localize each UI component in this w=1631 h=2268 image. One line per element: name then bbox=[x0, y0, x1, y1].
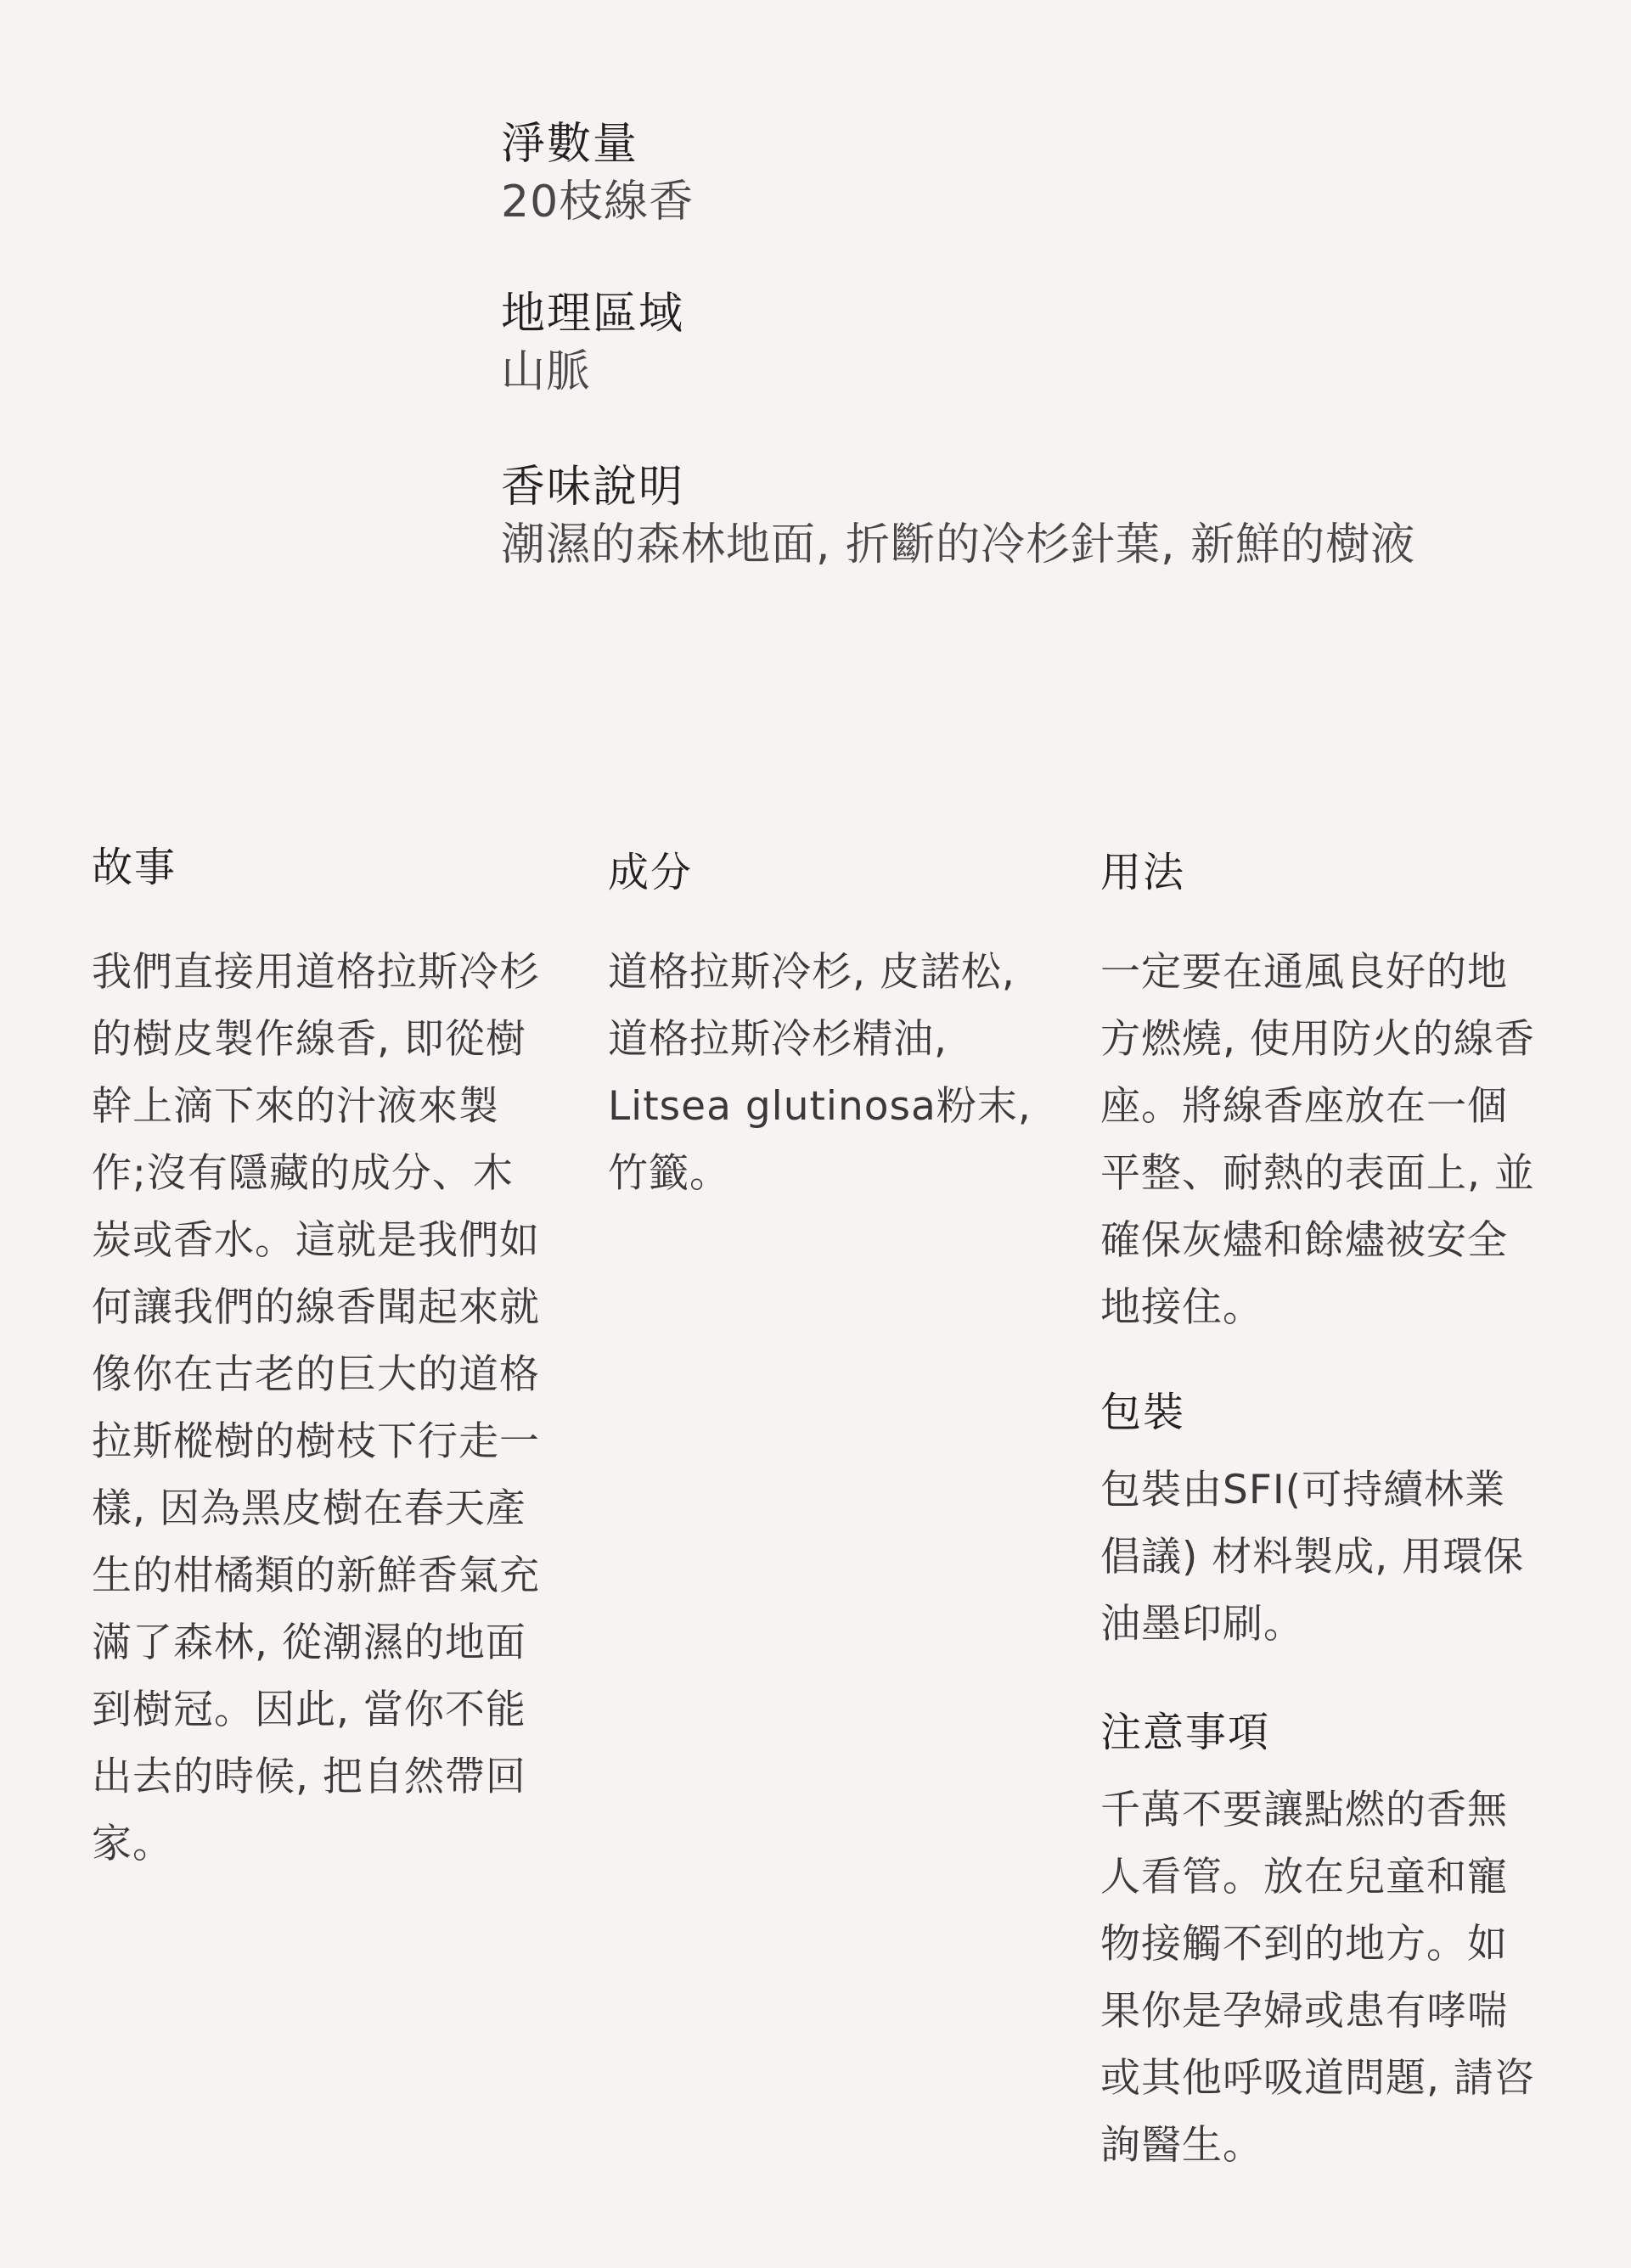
spec-region-label: 地理區域 bbox=[501, 289, 685, 340]
usage-heading: 用法 bbox=[1100, 849, 1186, 896]
story-body: 我們直接用道格拉斯冷杉的樹皮製作線香, 即從樹幹上滴下來的汁液來製作;沒有隱藏的成分、木炭或香水。這就是我們如何讓我們的線香聞起來就像你在古老的巨大的道格拉斯樅樹的樹枝下行走一樣, 因為黑皮樹在春天產生的柑橘類的新鮮香氣充滿了森林, 從潮濕的地面到樹冠。因此, 當你不能出去的時候, 把自然帶回家。 bbox=[92, 949, 540, 1867]
packaging-heading: 包裝 bbox=[1100, 1389, 1186, 1436]
caution-body: 千萬不要讓點燃的香無人看管。放在兒童和寵物接觸不到的地方。如果你是孕婦或患有哮喘或其他呼吸道問題, 請咨詢醫生。 bbox=[1100, 1787, 1535, 2169]
ingredients-body: 道格拉斯冷杉, 皮諾松, 道格拉斯冷杉精油, Litsea glutinosa粉末, 竹籤。 bbox=[608, 949, 1032, 1197]
caution-heading: 注意事項 bbox=[1100, 1709, 1271, 1756]
usage-section bbox=[1100, 845, 1542, 2179]
spec-net-quantity bbox=[501, 115, 1520, 231]
usage-body: 一定要在通風良好的地方燃燒, 使用防火的線香座。將線香座放在一個平整、耐熱的表面上, 並確保灰燼和餘燼被安全地接住。 bbox=[1100, 949, 1535, 1331]
spec-region-value: 山脈 bbox=[501, 346, 592, 397]
spec-region bbox=[501, 285, 1520, 401]
ingredients-section bbox=[608, 845, 1066, 1207]
ingredients-heading: 成分 bbox=[608, 849, 694, 896]
spec-scent-label: 香味說明 bbox=[501, 462, 685, 513]
spec-scent-value: 潮濕的森林地面, 折斷的冷杉針葉, 新鮮的樹液 bbox=[501, 519, 1416, 570]
spec-net-quantity-value: 20枝線香 bbox=[501, 177, 695, 227]
spec-scent bbox=[501, 458, 1520, 574]
packaging-body: 包裝由SFI(可持續林業倡議) 材料製成, 用環保油墨印刷。 bbox=[1100, 1467, 1525, 1648]
spec-net-quantity-label: 淨數量 bbox=[501, 119, 639, 170]
story-section bbox=[92, 840, 550, 1878]
story-heading: 故事 bbox=[92, 844, 177, 891]
